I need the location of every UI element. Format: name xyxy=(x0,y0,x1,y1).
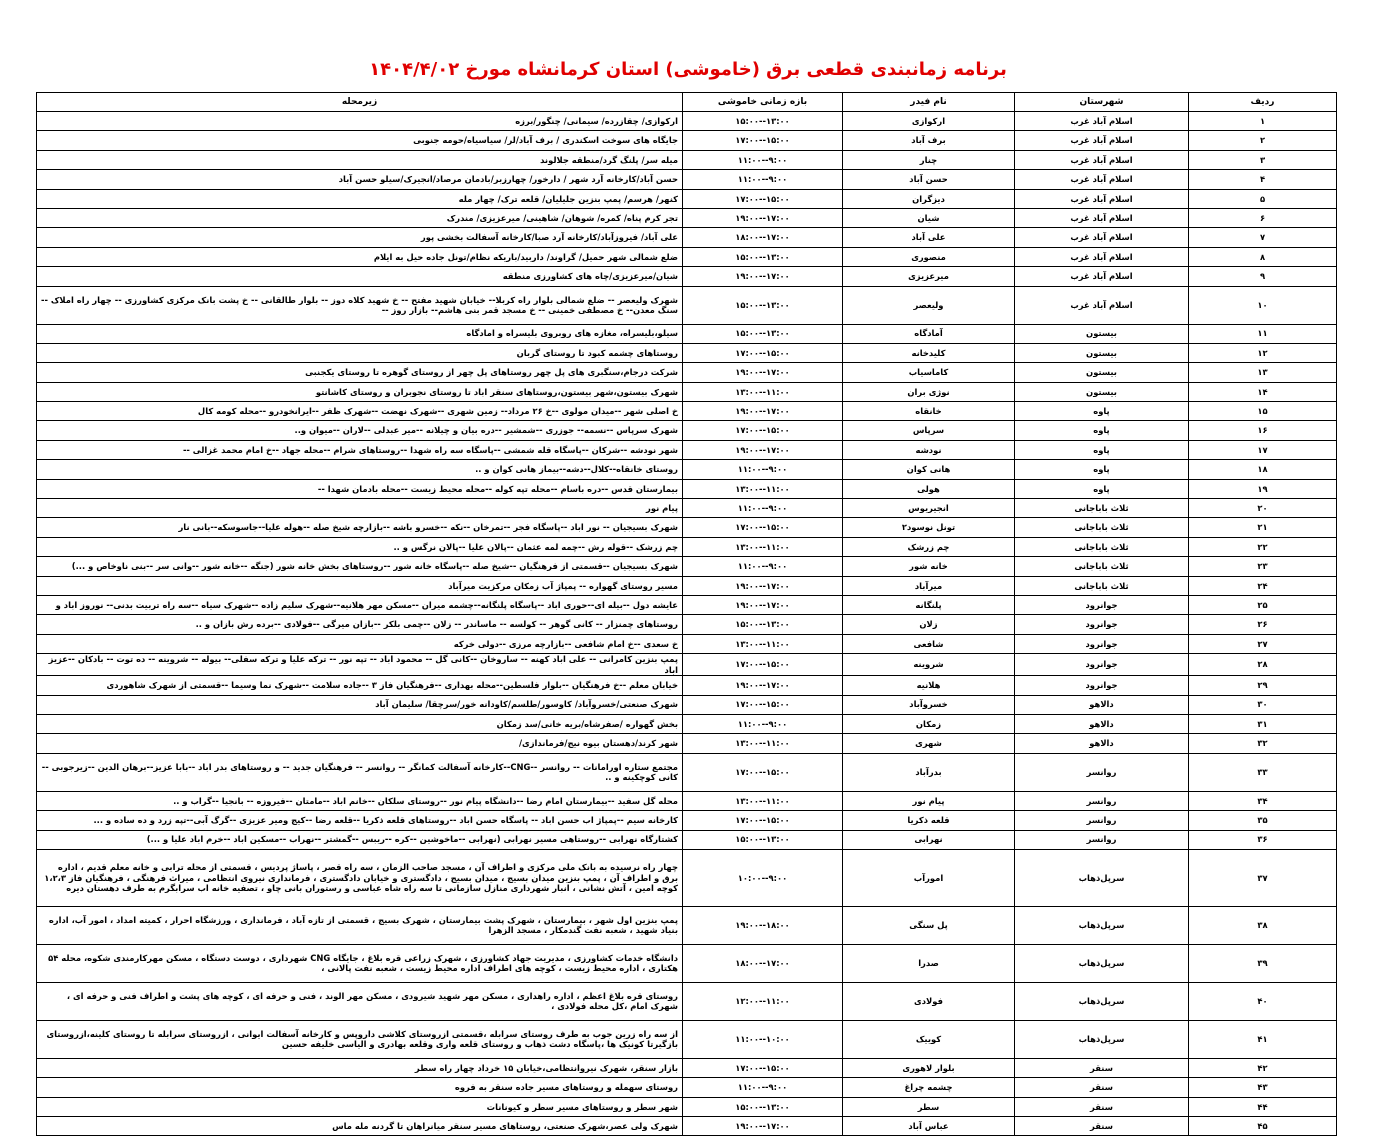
area-cell: روستای قره بلاغ اعظم ، اداره راهداری ، مسکن مهر شهید شیرودی ، مسکن مهر الوند ، فنی و حرفه ای ، کوچه های پشت و اطراف فنی و حرفه ای ، شهرک امام ،کل محله فولادی ، xyxy=(37,982,683,1020)
area-cell: حسن آباد/کارخانه آرد شهر / دارخور/ چهارزبر/بادمان مرصاد/انجیرک/سیلو حسن آباد xyxy=(37,170,683,189)
table-row xyxy=(37,1020,1337,1058)
table-row xyxy=(37,150,1337,169)
feeder-cell: فولادی xyxy=(843,982,1015,1020)
row-number-cell: ۳۶ xyxy=(1189,830,1337,849)
time-cell: ۱۷:۰۰--۱۹:۰۰ xyxy=(683,267,843,286)
city-cell: ثلاث باباجانی xyxy=(1015,499,1189,518)
city-cell: پاوه xyxy=(1015,479,1189,498)
time-cell: ۱۷:۰۰--۱۹:۰۰ xyxy=(683,402,843,421)
row-number-cell: ۲۹ xyxy=(1189,676,1337,695)
table-row xyxy=(37,247,1337,266)
table-row xyxy=(37,734,1337,753)
time-cell: ۱۳:۰۰--۱۵:۰۰ xyxy=(683,615,843,634)
header-time: بازه زمانی خاموشی xyxy=(683,93,843,112)
feeder-cell: منصوری xyxy=(843,247,1015,266)
table-row xyxy=(37,654,1337,676)
area-cell: شهر نودشه --شرکان --پاسگاه قله شمشی --پاسگاه سه راه شهدا --روستاهای شرام --محله جهاد --خ امام محمد غزالی -- xyxy=(37,440,683,459)
time-cell: ۹:۰۰--۱۱:۰۰ xyxy=(683,557,843,576)
feeder-cell: خسروآباد xyxy=(843,695,1015,714)
feeder-cell: تونل نوسود۲ xyxy=(843,518,1015,537)
row-number-cell: ۱۴ xyxy=(1189,382,1337,401)
city-cell: سنقر xyxy=(1015,1097,1189,1116)
area-cell: کارخانه سیم --پمپاژ اب حسن اباد -- پاسگاه حسن اباد --روستاهای قلعه ذکریا --قلعه رضا --کیج ومیر عزیزی --گرگ آبی--تپه زرد و ده ساده و ... xyxy=(37,811,683,830)
feeder-cell: نهرابی xyxy=(843,830,1015,849)
table-row xyxy=(37,112,1337,131)
feeder-cell: امورآب xyxy=(843,849,1015,906)
city-cell: سرپل‌ذهاب xyxy=(1015,849,1189,906)
table-row xyxy=(37,228,1337,247)
feeder-cell: شهری xyxy=(843,734,1015,753)
area-cell: پمپ بنزین اول شهر ، بیمارستان ، شهرک پشت بیمارستان ، شهرک بسیج ، قسمتی از تازه آباد ، فرمانداری ، ورزشگاه احرار ، کمیته امداد ، امور آب، اداره بنیاد شهید ، شعبه نفت گندمکار ، مسجد الزهرا xyxy=(37,906,683,944)
city-cell: سنقر xyxy=(1015,1117,1189,1136)
city-cell: اسلام آباد غرب xyxy=(1015,150,1189,169)
feeder-cell: صدرا xyxy=(843,944,1015,982)
city-cell: دالاهو xyxy=(1015,695,1189,714)
time-cell: ۱۵:۰۰--۱۷:۰۰ xyxy=(683,189,843,208)
feeder-cell: دیزگران xyxy=(843,189,1015,208)
feeder-cell: پلنگانه xyxy=(843,595,1015,614)
city-cell: جوانرود xyxy=(1015,676,1189,695)
city-cell: سرپل‌ذهاب xyxy=(1015,944,1189,982)
time-cell: ۱۳:۰۰--۱۵:۰۰ xyxy=(683,112,843,131)
table-row xyxy=(37,402,1337,421)
row-number-cell: ۳۴ xyxy=(1189,791,1337,810)
feeder-cell: عباس آباد xyxy=(843,1117,1015,1136)
table-row xyxy=(37,460,1337,479)
area-cell: شهر کرند/دهستان بیوه نیج/فرماندازی/ xyxy=(37,734,683,753)
time-cell: ۱۳:۰۰--۱۵:۰۰ xyxy=(683,830,843,849)
feeder-cell: شیان xyxy=(843,208,1015,227)
feeder-cell: شروینه xyxy=(843,654,1015,676)
area-cell: ارکوازی/ چقازرده/ سیمانی/ چنگور/برزه xyxy=(37,112,683,131)
header-feeder: نام فیدر xyxy=(843,93,1015,112)
row-number-cell: ۸ xyxy=(1189,247,1337,266)
row-number-cell: ۲۲ xyxy=(1189,537,1337,556)
row-number-cell: ۱۱ xyxy=(1189,324,1337,343)
row-number-cell: ۱۲ xyxy=(1189,343,1337,362)
table-row xyxy=(37,343,1337,362)
time-cell: ۱۵:۰۰--۱۷:۰۰ xyxy=(683,421,843,440)
feeder-cell: بدرآباد xyxy=(843,753,1015,791)
feeder-cell: میرآباد xyxy=(843,576,1015,595)
feeder-cell: چم زرشک xyxy=(843,537,1015,556)
area-cell: شهرک صنعتی/خسروآباد/ کاوسور/طلسم/کاودانه خور/سرچقا/ سلیمان آباد xyxy=(37,695,683,714)
city-cell: بیستون xyxy=(1015,363,1189,382)
row-number-cell: ۲۳ xyxy=(1189,557,1337,576)
feeder-cell: پیام نور xyxy=(843,791,1015,810)
feeder-cell: برف آباد xyxy=(843,131,1015,150)
area-cell: مسیر روستای گهواره -- پمپاژ آب زمکان مرکزیت میرآباد xyxy=(37,576,683,595)
time-cell: ۱۵:۰۰--۱۷:۰۰ xyxy=(683,695,843,714)
feeder-cell: خانقاه xyxy=(843,402,1015,421)
row-number-cell: ۱۳ xyxy=(1189,363,1337,382)
row-number-cell: ۳ xyxy=(1189,150,1337,169)
area-cell: شهرک ولیعصر -- ضلع شمالی بلوار راه کربلا-- خیابان شهید مفتح -- خ شهید کلاه دوز -- بلوار طالقانی -- خ پشت بانک مرکزی کشاورزی -- چهار راه املاک -- سنگ معدن-- خ مصطفی خمینی -- خ مسجد قمر بنی هاشم-- بازار روز -- xyxy=(37,286,683,324)
area-cell: چم زرشک --قوله رش --چمه لمه عثمان --پالان علیا --پالان نرگس و .. xyxy=(37,537,683,556)
time-cell: ۱۷:۰۰--۱۸:۰۰ xyxy=(683,944,843,982)
city-cell: پاوه xyxy=(1015,421,1189,440)
table-row xyxy=(37,906,1337,944)
feeder-cell: چشمه چراغ xyxy=(843,1078,1015,1097)
time-cell: ۱۷:۰۰--۱۹:۰۰ xyxy=(683,1117,843,1136)
city-cell: جوانرود xyxy=(1015,615,1189,634)
city-cell: روانسر xyxy=(1015,811,1189,830)
area-cell: روستاهای چمنزار -- کانی گوهر -- کولسه -- ماساندر -- زلان --چمی بلکر --بازان میرگی --فولادی --برده رش بازان و .. xyxy=(37,615,683,634)
city-cell: پاوه xyxy=(1015,402,1189,421)
city-cell: ثلاث باباجانی xyxy=(1015,557,1189,576)
area-cell: خ سعدی --خ امام شافعی --بازارچه مرزی --دولی خرکه xyxy=(37,634,683,653)
time-cell: ۱۷:۰۰--۱۹:۰۰ xyxy=(683,363,843,382)
time-cell: ۱۳:۰۰--۱۵:۰۰ xyxy=(683,324,843,343)
feeder-cell: انجیریوس xyxy=(843,499,1015,518)
time-cell: ۱۱:۰۰--۱۳:۰۰ xyxy=(683,734,843,753)
table-row xyxy=(37,479,1337,498)
city-cell: اسلام آباد غرب xyxy=(1015,131,1189,150)
page-title: برنامه زمانبندی قطعی برق (خاموشی) استان کرمانشاه مورخ ۱۴۰۴/۴/۰۲ xyxy=(369,59,1007,80)
area-cell: کشتارگاه نهرابی --روستاهی مسیر نهرابی (نهرابی --ماخوشین --کره --ریبس --گمشتر --نهراب --مسکین اباد --خرم اباد علیا و ...) xyxy=(37,830,683,849)
time-cell: ۱۵:۰۰--۱۷:۰۰ xyxy=(683,343,843,362)
row-number-cell: ۱۶ xyxy=(1189,421,1337,440)
area-cell: جایگاه های سوخت اسکندری / برف آباد/لر/ سیاسیاه/حومه جنوبی xyxy=(37,131,683,150)
city-cell: اسلام آباد غرب xyxy=(1015,286,1189,324)
table-row xyxy=(37,944,1337,982)
table-row xyxy=(37,518,1337,537)
area-cell: دانشگاه خدمات کشاورزی ، مدیریت جهاد کشاورزی ، شهرک زراعی قره بلاغ ، جایگاه CNG شهرداری ، دوست دستگاه ، مسکن مهرکارمندی شکوه، محله ۵۴ هکتاری ، اداره محیط زیست ، کوچه های اطراف اداره محیط زیست ، شعبه نفت پالانی ، xyxy=(37,944,683,982)
row-number-cell: ۳۳ xyxy=(1189,753,1337,791)
header-city: شهرستان xyxy=(1015,93,1189,112)
city-cell: روانسر xyxy=(1015,791,1189,810)
feeder-cell: بلوار لاهوری xyxy=(843,1058,1015,1077)
time-cell: ۹:۰۰--۱۱:۰۰ xyxy=(683,714,843,733)
table-row xyxy=(37,849,1337,906)
table-row xyxy=(37,1117,1337,1136)
feeder-cell: هانی کوان xyxy=(843,460,1015,479)
feeder-cell: هولی xyxy=(843,479,1015,498)
row-number-cell: ۳۱ xyxy=(1189,714,1337,733)
table-row xyxy=(37,595,1337,614)
feeder-cell: هلانیه xyxy=(843,676,1015,695)
table-row xyxy=(37,557,1337,576)
time-cell: ۹:۰۰--۱۰:۰۰ xyxy=(683,849,843,906)
row-number-cell: ۳۷ xyxy=(1189,849,1337,906)
time-cell: ۱۵:۰۰--۱۷:۰۰ xyxy=(683,1058,843,1077)
area-cell: پمپ بنزین کامرانی -- علی اباد کهنه -- ساروخان --کانی گل -- محمود اباد -- تپه نور -- ترکه علیا و ترکه سفلی-- بیوله -- شروینه -- ده توت -- بادکان --عزیز اباد xyxy=(37,654,683,676)
city-cell: سرپل‌ذهاب xyxy=(1015,906,1189,944)
time-cell: ۱۷:۰۰--۱۹:۰۰ xyxy=(683,440,843,459)
time-cell: ۱۱:۰۰--۱۳:۰۰ xyxy=(683,382,843,401)
area-cell: شهرک ولی عصر،شهرک صنعتی، روستاهای مسیر سنقر میانراهان تا گردنه مله ماس xyxy=(37,1117,683,1136)
area-cell: مجتمع ستاره اورامانات -- روانسر --CNG--کارخانه آسفالت کمانگر -- روانسر -- فرهنگیان جدید -- و روستاهای بدر اباد --بابا عزیز--برهان الدین --زیرجوبی --کانی کوچکینه و .. xyxy=(37,753,683,791)
time-cell: ۱۱:۰۰--۱۳:۰۰ xyxy=(683,537,843,556)
feeder-cell: چنار xyxy=(843,150,1015,169)
time-cell: ۱۱:۰۰--۱۳:۰۰ xyxy=(683,791,843,810)
area-cell: خیابان معلم --خ فرهنگیان --بلوار فلسطین--محله بهداری --فرهنگیان فاز ۳ --جاده سلامت --شهرک نما وسیما --قسمتی از شهرک شاهوردی xyxy=(37,676,683,695)
city-cell: پاوه xyxy=(1015,440,1189,459)
row-number-cell: ۲۴ xyxy=(1189,576,1337,595)
city-cell: اسلام آباد غرب xyxy=(1015,228,1189,247)
row-number-cell: ۱۷ xyxy=(1189,440,1337,459)
table-row xyxy=(37,421,1337,440)
feeder-cell: خانه شور xyxy=(843,557,1015,576)
time-cell: ۹:۰۰--۱۱:۰۰ xyxy=(683,1078,843,1097)
area-cell: روستاهای چشمه کبود تا روستای گربان xyxy=(37,343,683,362)
feeder-cell: نودشه xyxy=(843,440,1015,459)
area-cell: روستای خانقاه--کلال--دشه--بیماز هانی کوان و .. xyxy=(37,460,683,479)
feeder-cell: کوییک xyxy=(843,1020,1015,1058)
area-cell: عایشه دول --بیله ای--حوری اباد --پاسگاه پلنگانه--چشمه میران --مسکن مهر هلانیه--شهرک سلیم زاده --شهرک سیاه --سه راه تربیت بدنی-- نوروز اباد و xyxy=(37,595,683,614)
row-number-cell: ۴۳ xyxy=(1189,1078,1337,1097)
city-cell: دالاهو xyxy=(1015,714,1189,733)
table-row xyxy=(37,830,1337,849)
area-cell: علی آباد/ فیروزآباد/کارخانه آرد صبا/کارخانه آسفالت بخشی پور xyxy=(37,228,683,247)
area-cell: ضلع شمالی شهر حمیل/ گراوند/ داربید/باریکه نظام/تونل جاده حیل به ایلام xyxy=(37,247,683,266)
city-cell: اسلام آباد غرب xyxy=(1015,112,1189,131)
feeder-cell: زلان xyxy=(843,615,1015,634)
area-cell: چهار راه نرسیده به بانک ملی مرکزی و اطراف آن ، مسجد صاحب الزمان ، سه راه قصر ، پاساژ پردیس ، قسمتی از محله ترابی و خانه معلم قدیم ، اداره برق و اطراف آن ، پمپ بنزین میدان بسیج ، میدان بسیج ، دادگستری و خیابان دادگستری ، فرمانداری نیروی انتظامی ، میراث فرهنگی ، فرهنگیان فاز ۱،۲،۳ کوچه امین ، آتش نشانی ، انبار شهرداری منازل سازمانی تا سه راه شاه عباسی و رستوران بانی چاو ، تصفیه خانه اب سرابگرم به طرف دهستان دیره xyxy=(37,849,683,906)
area-cell: شهرک بسیجیان --قسمتی از فرهنگیان --شیخ صله --پاسگاه خانه شور --روستاهای بخش خانه شور (جنگه --خانه شور --وانی سر --بنی ناوخاص و ...) xyxy=(37,557,683,576)
row-number-cell: ۹ xyxy=(1189,267,1337,286)
feeder-cell: ولیعصر xyxy=(843,286,1015,324)
table-row xyxy=(37,1058,1337,1077)
row-number-cell: ۲ xyxy=(1189,131,1337,150)
row-number-cell: ۳۰ xyxy=(1189,695,1337,714)
row-number-cell: ۱۹ xyxy=(1189,479,1337,498)
city-cell: اسلام آباد غرب xyxy=(1015,208,1189,227)
row-number-cell: ۱ xyxy=(1189,112,1337,131)
time-cell: ۱۵:۰۰--۱۷:۰۰ xyxy=(683,654,843,676)
feeder-cell: کاماسیاب xyxy=(843,363,1015,382)
table-row xyxy=(37,537,1337,556)
row-number-cell: ۳۲ xyxy=(1189,734,1337,753)
row-number-cell: ۴۵ xyxy=(1189,1117,1337,1136)
city-cell: جوانرود xyxy=(1015,634,1189,653)
area-cell: محله گل سفید --بیمارستان امام رضا --دانشگاه پیام نور --روستای سلکان --خانم اباد --مامتان --فیروزه -- بانجیا --گراب و .. xyxy=(37,791,683,810)
time-cell: ۹:۰۰--۱۱:۰۰ xyxy=(683,460,843,479)
time-cell: ۱۱:۰۰--۱۳:۰۰ xyxy=(683,479,843,498)
city-cell: روانسر xyxy=(1015,753,1189,791)
table-row xyxy=(37,982,1337,1020)
row-number-cell: ۱۵ xyxy=(1189,402,1337,421)
header-row-number: ردیف xyxy=(1189,93,1337,112)
feeder-cell: میرعزیزی xyxy=(843,267,1015,286)
table-header-row xyxy=(37,93,1337,112)
city-cell: جوانرود xyxy=(1015,595,1189,614)
area-cell: پیام نور xyxy=(37,499,683,518)
city-cell: بیستون xyxy=(1015,382,1189,401)
feeder-cell: زمکان xyxy=(843,714,1015,733)
feeder-cell: قلعه ذکریا xyxy=(843,811,1015,830)
time-cell: ۱۳:۰۰--۱۵:۰۰ xyxy=(683,247,843,266)
area-cell: شرکت درجام،سنگبری های پل چهر روستاهای پل چهر از روستای گوهره تا روستای یکجنبی xyxy=(37,363,683,382)
table-row xyxy=(37,170,1337,189)
outage-schedule-table xyxy=(36,92,1337,1136)
time-cell: ۱۷:۰۰--۱۹:۰۰ xyxy=(683,576,843,595)
area-cell: شهرک بیستون،شهر بیستون،روستاهای سنقر اباد تا روستای نجوبران و روستای کاشانتو xyxy=(37,382,683,401)
time-cell: ۱۷:۰۰--۱۹:۰۰ xyxy=(683,676,843,695)
row-number-cell: ۲۰ xyxy=(1189,499,1337,518)
row-number-cell: ۲۱ xyxy=(1189,518,1337,537)
area-cell: سیلو،بلیسراه، مغازه های روبروی بلیسراه و امادگاه xyxy=(37,324,683,343)
city-cell: ثلاث باباجانی xyxy=(1015,518,1189,537)
table-row xyxy=(37,811,1337,830)
feeder-cell: پل سنگی xyxy=(843,906,1015,944)
time-cell: ۱۷:۰۰--۱۸:۰۰ xyxy=(683,228,843,247)
area-cell: روستای سهمله و روستاهای مسیر جاده سنقر به فروه xyxy=(37,1078,683,1097)
city-cell: اسلام آباد غرب xyxy=(1015,247,1189,266)
city-cell: ثلاث باباجانی xyxy=(1015,576,1189,595)
feeder-cell: شافعی xyxy=(843,634,1015,653)
feeder-cell: کلیدخانه xyxy=(843,343,1015,362)
table-row xyxy=(37,363,1337,382)
area-cell: شهر سطر و روستاهای مسیر سطر و کیونانات xyxy=(37,1097,683,1116)
table-row xyxy=(37,440,1337,459)
area-cell: خ اصلی شهر --میدان مولوی --خ ۲۶ مرداد-- زمین شهری --شهرک نهضت --شهرک ظفر --ایرانخودرو --محله کومه کال xyxy=(37,402,683,421)
table-row xyxy=(37,753,1337,791)
feeder-cell: نوژی بران xyxy=(843,382,1015,401)
row-number-cell: ۲۸ xyxy=(1189,654,1337,676)
table-row xyxy=(37,324,1337,343)
row-number-cell: ۴۴ xyxy=(1189,1097,1337,1116)
row-number-cell: ۳۸ xyxy=(1189,906,1337,944)
table-row xyxy=(37,634,1337,653)
feeder-cell: ارکوازی xyxy=(843,112,1015,131)
area-cell: تجر کرم پناه/ کمره/ شوهان/ شاهینی/ میرعزیزی/ مندرک xyxy=(37,208,683,227)
city-cell: پاوه xyxy=(1015,460,1189,479)
time-cell: ۱۳:۰۰--۱۵:۰۰ xyxy=(683,286,843,324)
table-row xyxy=(37,189,1337,208)
time-cell: ۱۷:۰۰--۱۹:۰۰ xyxy=(683,208,843,227)
city-cell: اسلام آباد غرب xyxy=(1015,267,1189,286)
feeder-cell: علی آباد xyxy=(843,228,1015,247)
time-cell: ۱۵:۰۰--۱۷:۰۰ xyxy=(683,518,843,537)
table-row xyxy=(37,791,1337,810)
area-cell: بیمارستان قدس --دره باسام --محله تپه کوله --محله محیط زیست --محله بادمان شهدا -- xyxy=(37,479,683,498)
time-cell: ۱۰:۰۰--۱۱:۰۰ xyxy=(683,1020,843,1058)
row-number-cell: ۳۵ xyxy=(1189,811,1337,830)
row-number-cell: ۷ xyxy=(1189,228,1337,247)
feeder-cell: سطر xyxy=(843,1097,1015,1116)
table-row xyxy=(37,676,1337,695)
city-cell: بیستون xyxy=(1015,324,1189,343)
time-cell: ۹:۰۰--۱۱:۰۰ xyxy=(683,170,843,189)
city-cell: بیستون xyxy=(1015,343,1189,362)
time-cell: ۱۱:۰۰--۱۲:۰۰ xyxy=(683,982,843,1020)
row-number-cell: ۶ xyxy=(1189,208,1337,227)
city-cell: اسلام آباد غرب xyxy=(1015,170,1189,189)
header-area: زیرمحله xyxy=(37,93,683,112)
table-row xyxy=(37,1078,1337,1097)
time-cell: ۱۵:۰۰--۱۷:۰۰ xyxy=(683,811,843,830)
table-row xyxy=(37,576,1337,595)
city-cell: جوانرود xyxy=(1015,654,1189,676)
time-cell: ۹:۰۰--۱۱:۰۰ xyxy=(683,150,843,169)
area-cell: بازار سنقر، شهرک نیروانتظامی،خیابان ۱۵ خرداد چهار راه سطر xyxy=(37,1058,683,1077)
area-cell: بخش گهواره /صفرشاه/بریه خانی/سد زمکان xyxy=(37,714,683,733)
area-cell: از سه راه زرین جوب به طرف روستای سرابله ،قسمتی ازروستای کلاشی داروپس و کارخانه آسفالت ایوانی ، ازروستای سرابله تا روستای کلینه،ازروستای بازگیرتا کونیک ها ،پاسگاه دشت ذهاب و روستای قلعه واری وقلعه بهادری و الیاسی خلیفه حسین xyxy=(37,1020,683,1058)
row-number-cell: ۲۷ xyxy=(1189,634,1337,653)
table-row xyxy=(37,499,1337,518)
area-cell: میله سر/ پلنگ گرد/منطقه جلالوند xyxy=(37,150,683,169)
time-cell: ۱۸:۰۰--۱۹:۰۰ xyxy=(683,906,843,944)
time-cell: ۱۳:۰۰--۱۵:۰۰ xyxy=(683,1097,843,1116)
row-number-cell: ۱۸ xyxy=(1189,460,1337,479)
row-number-cell: ۴۲ xyxy=(1189,1058,1337,1077)
feeder-cell: حسن آباد xyxy=(843,170,1015,189)
area-cell: شهرک سرپاس --نسمه-- جوزری --شمشیر --دره بیان و چیلانه --میر عبدلی --لاران --میوان و.. xyxy=(37,421,683,440)
row-number-cell: ۱۰ xyxy=(1189,286,1337,324)
table-row xyxy=(37,382,1337,401)
city-cell: سرپل‌ذهاب xyxy=(1015,982,1189,1020)
time-cell: ۱۵:۰۰--۱۷:۰۰ xyxy=(683,131,843,150)
city-cell: سرپل‌ذهاب xyxy=(1015,1020,1189,1058)
row-number-cell: ۴ xyxy=(1189,170,1337,189)
table-body xyxy=(37,112,1337,1136)
table-row xyxy=(37,267,1337,286)
row-number-cell: ۳۹ xyxy=(1189,944,1337,982)
table-row xyxy=(37,286,1337,324)
row-number-cell: ۲۵ xyxy=(1189,595,1337,614)
table-row xyxy=(37,1097,1337,1116)
table-row xyxy=(37,131,1337,150)
time-cell: ۹:۰۰--۱۱:۰۰ xyxy=(683,499,843,518)
table-row xyxy=(37,208,1337,227)
time-cell: ۱۷:۰۰--۱۹:۰۰ xyxy=(683,595,843,614)
city-cell: روانسر xyxy=(1015,830,1189,849)
table-row xyxy=(37,714,1337,733)
row-number-cell: ۴۰ xyxy=(1189,982,1337,1020)
city-cell: سنقر xyxy=(1015,1058,1189,1077)
table-row xyxy=(37,695,1337,714)
row-number-cell: ۲۶ xyxy=(1189,615,1337,634)
time-cell: ۱۱:۰۰--۱۳:۰۰ xyxy=(683,634,843,653)
table-row xyxy=(37,615,1337,634)
area-cell: شیان/میرعزیزی/چاه های کشاورزی منطقه xyxy=(37,267,683,286)
row-number-cell: ۴۱ xyxy=(1189,1020,1337,1058)
feeder-cell: آمادگاه xyxy=(843,324,1015,343)
area-cell: شهرک بسیجیان -- نور اباد --پاسگاه فجر --تمرخان --نکه --خسرو باشه --بازارچه شیخ صله --هوله علیا--جاسوسکه--بانی نار xyxy=(37,518,683,537)
city-cell: ثلاث باباجانی xyxy=(1015,537,1189,556)
city-cell: سنقر xyxy=(1015,1078,1189,1097)
feeder-cell: سرپاس xyxy=(843,421,1015,440)
area-cell: کنهر/ هرسم/ پمپ بنزین جلیلیان/ قلعه ترک/ چهار مله xyxy=(37,189,683,208)
city-cell: دالاهو xyxy=(1015,734,1189,753)
city-cell: اسلام آباد غرب xyxy=(1015,189,1189,208)
time-cell: ۱۵:۰۰--۱۷:۰۰ xyxy=(683,753,843,791)
row-number-cell: ۵ xyxy=(1189,189,1337,208)
